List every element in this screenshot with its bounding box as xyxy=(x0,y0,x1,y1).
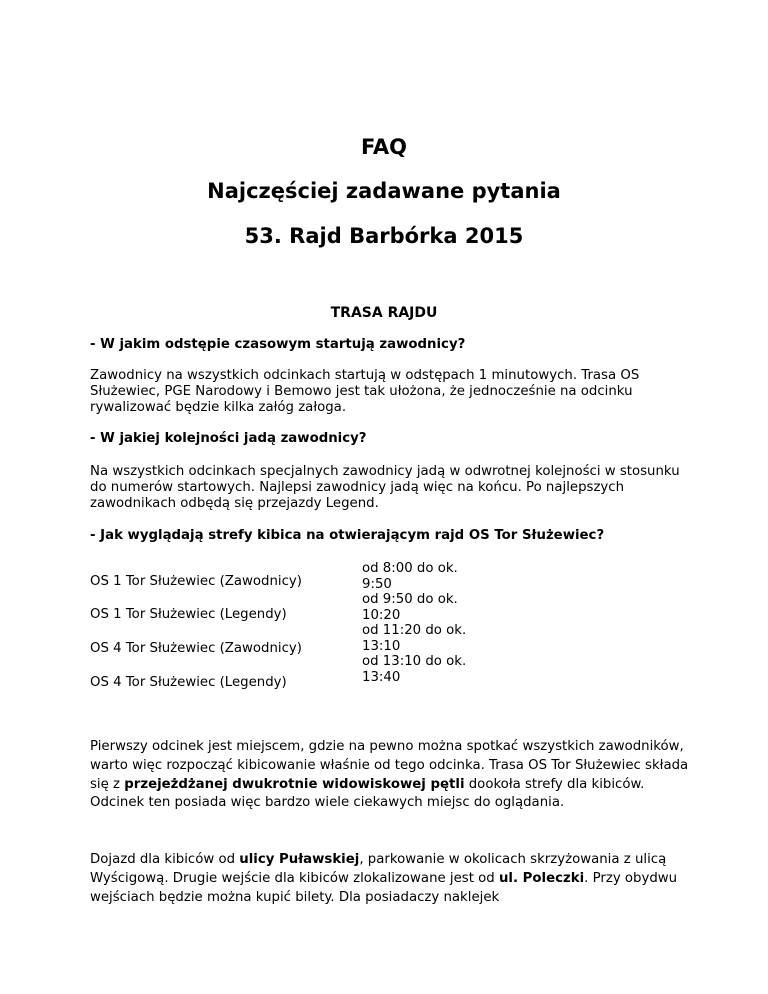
schedule-label: OS 4 Tor Służewiec (Zawodnicy) xyxy=(90,641,302,656)
faq-answer-1: Zawodnicy na wszystkich odcinkach startują w odstępach 1 minutowych. Trasa OS Służewiec, PGE Narodowy i Bemowo jest tak ułożona, że jednocześnie na odcinku rywalizować będzie kilka załóg załoga. xyxy=(90,368,640,415)
faq-question-1: - W jakim odstępie czasowym startują zawodnicy? xyxy=(90,337,466,352)
paragraph-first-stage xyxy=(90,738,690,813)
paragraph-text: Dojazd dla kibiców od xyxy=(90,852,240,867)
paragraph-text: dookoła strefy dla kibiców. Odcinek ten posiada więc bardzo wiele ciekawych miejsc do oglądania. xyxy=(90,776,645,811)
schedule-time: od 8:00 do ok. 9:50 xyxy=(362,561,458,592)
paragraph-text: Pierwszy odcinek jest miejscem, gdzie na pewno można spotkać wszystkich zawodników, warto więc rozpocząć kibicowanie właśnie od tego odcinka. Trasa OS Tor Służewiec składa się z xyxy=(90,739,689,792)
schedule-time: od 9:50 do ok. 10:20 xyxy=(362,592,458,623)
document-title: FAQ xyxy=(360,135,408,159)
schedule-label: OS 4 Tor Służewiec (Legendy) xyxy=(90,675,287,690)
section-heading: TRASA RAJDU xyxy=(330,305,438,321)
paragraph-access xyxy=(90,851,690,907)
schedule-time: od 13:10 do ok. 13:40 xyxy=(362,654,467,685)
paragraph-bold: przejeżdżanej dwukrotnie widowiskowej pętli xyxy=(124,776,465,792)
paragraph-text: , parkowanie w okolicach skrzyżowania z ulicą Wyścigową. Drugie wejście dla kibiców zlokalizowane jest od xyxy=(90,852,667,886)
schedule-label: OS 1 Tor Służewiec (Legendy) xyxy=(90,607,287,622)
paragraph-text: . Przy obydwu wejściach będzie można kupić bilety. Dla posiadaczy naklejek xyxy=(90,870,678,905)
faq-answer-2: Na wszystkich odcinkach specjalnych zawodnicy jadą w odwrotnej kolejności w stosunku do numerów startowych. Najlepsi zawodnicy jadą więc na końcu. Po najlepszych zawodnikach odbędą się przejazdy Legend. xyxy=(90,464,680,511)
schedule-time: od 11:20 do ok. 13:10 xyxy=(362,623,467,654)
paragraph-bold: ul. Poleczki xyxy=(498,870,585,886)
faq-question-3: - Jak wyglądają strefy kibica na otwierającym rajd OS Tor Służewiec? xyxy=(90,528,605,543)
event-title: 53. Rajd Barbórka 2015 xyxy=(244,224,524,248)
schedule-label: OS 1 Tor Służewiec (Zawodnicy) xyxy=(90,574,302,589)
paragraph-bold: ulicy Puławskiej xyxy=(239,852,360,867)
document-subtitle: Najczęściej zadawane pytania xyxy=(207,179,561,203)
faq-question-2: - W jakiej kolejności jadą zawodnicy? xyxy=(90,431,367,446)
